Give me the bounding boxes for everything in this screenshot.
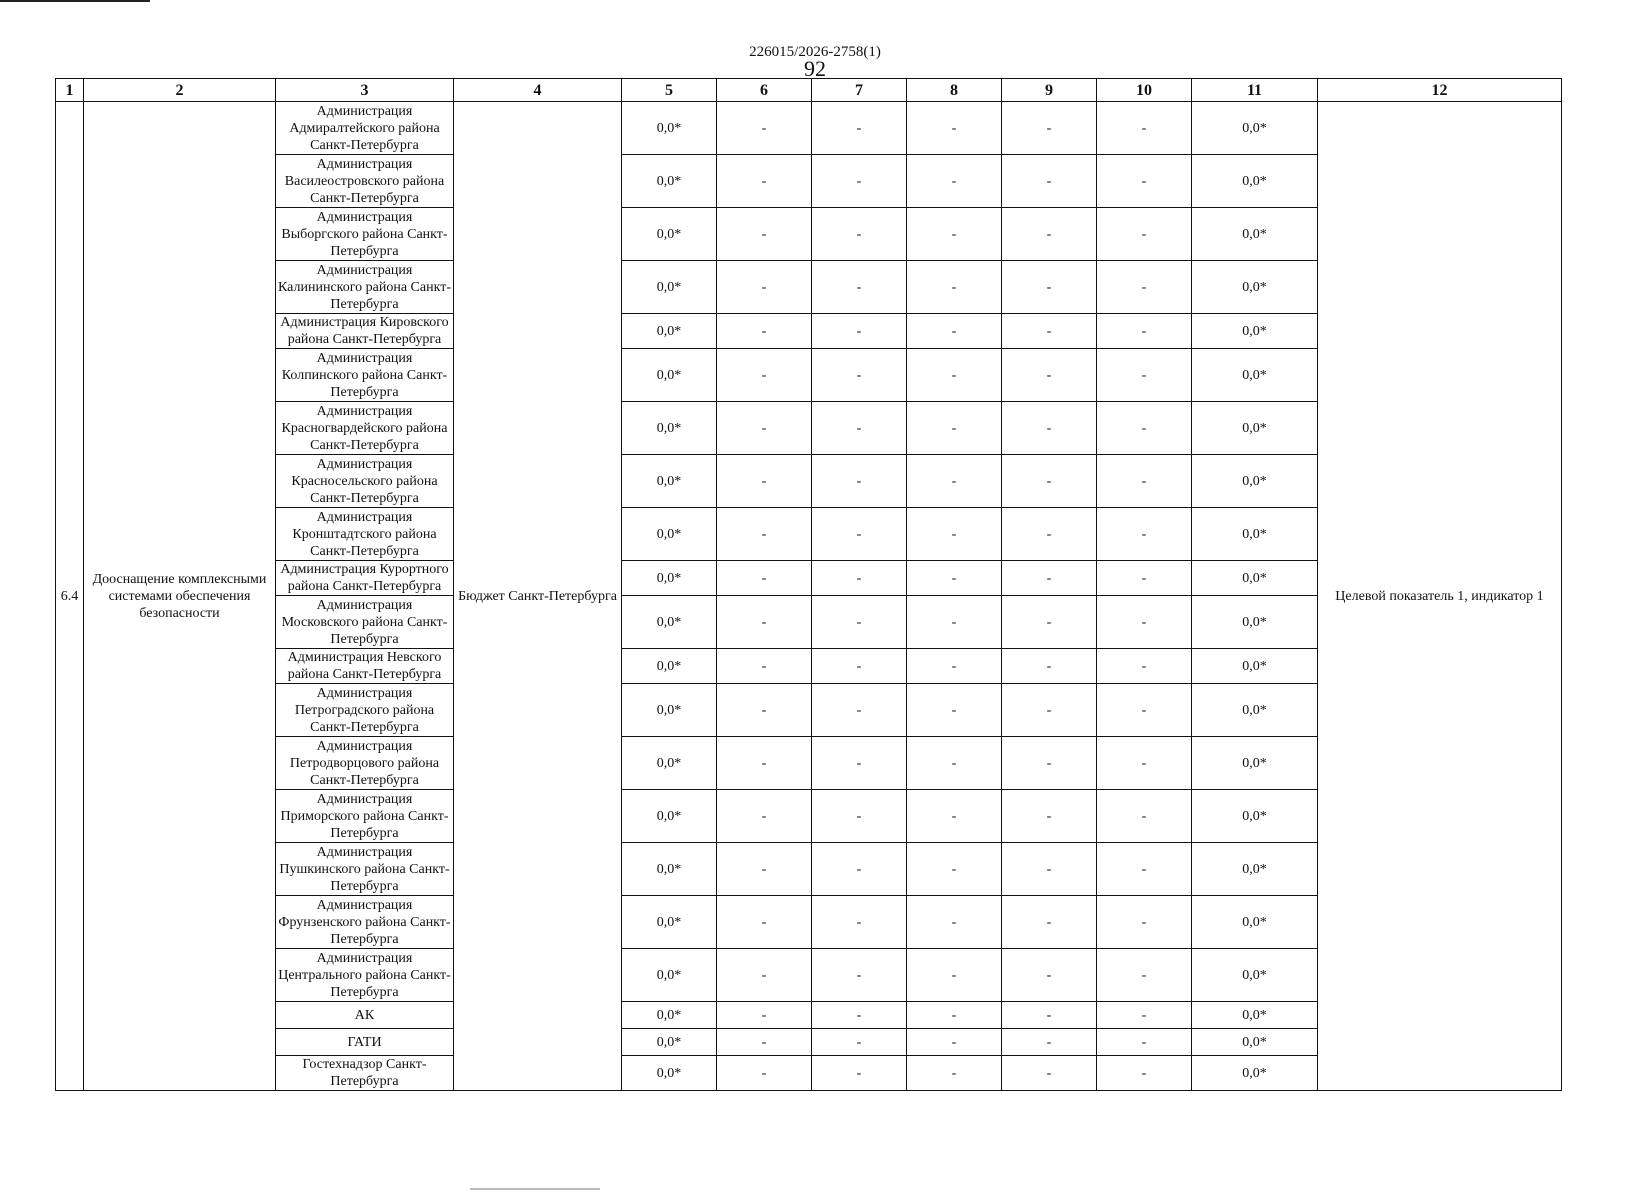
value-cell-11: 0,0* xyxy=(1192,737,1318,790)
value-cell-10: - xyxy=(1097,684,1192,737)
executor-cell: Администрация Петродворцового района Санкт-Петербурга xyxy=(276,737,454,790)
value-cell-7: - xyxy=(812,843,907,896)
column-header: 3 xyxy=(276,79,454,102)
value-cell-6: - xyxy=(717,896,812,949)
value-cell-5: 0,0* xyxy=(622,949,717,1002)
value-cell-9: - xyxy=(1002,684,1097,737)
value-cell-8: - xyxy=(907,102,1002,155)
value-cell-5: 0,0* xyxy=(622,596,717,649)
column-header: 1 xyxy=(56,79,84,102)
executor-cell: Администрация Пушкинского района Санкт-Петербурга xyxy=(276,843,454,896)
value-cell-11: 0,0* xyxy=(1192,596,1318,649)
executor-cell: Гостехнадзор Санкт-Петербурга xyxy=(276,1056,454,1091)
page-number: 92 xyxy=(804,56,826,81)
value-cell-5: 0,0* xyxy=(622,261,717,314)
value-cell-11: 0,0* xyxy=(1192,896,1318,949)
value-cell-8: - xyxy=(907,349,1002,402)
value-cell-6: - xyxy=(717,561,812,596)
value-cell-9: - xyxy=(1002,349,1097,402)
column-header: 2 xyxy=(84,79,276,102)
value-cell-11: 0,0* xyxy=(1192,314,1318,349)
value-cell-8: - xyxy=(907,649,1002,684)
value-cell-9: - xyxy=(1002,790,1097,843)
target-indicator: Целевой показатель 1, индикатор 1 xyxy=(1318,102,1562,1091)
value-cell-7: - xyxy=(812,455,907,508)
value-cell-6: - xyxy=(717,402,812,455)
value-cell-6: - xyxy=(717,314,812,349)
executor-cell: Администрация Выборгского района Санкт-Петербурга xyxy=(276,208,454,261)
value-cell-11: 0,0* xyxy=(1192,208,1318,261)
footer-mark xyxy=(470,1188,600,1190)
column-header: 4 xyxy=(454,79,622,102)
executor-cell: Администрация Красногвардейского района Санкт-Петербурга xyxy=(276,402,454,455)
value-cell-5: 0,0* xyxy=(622,843,717,896)
executor-cell: АК xyxy=(276,1002,454,1029)
column-header: 5 xyxy=(622,79,717,102)
value-cell-7: - xyxy=(812,561,907,596)
value-cell-7: - xyxy=(812,737,907,790)
value-cell-7: - xyxy=(812,102,907,155)
value-cell-5: 0,0* xyxy=(622,349,717,402)
value-cell-11: 0,0* xyxy=(1192,508,1318,561)
value-cell-5: 0,0* xyxy=(622,402,717,455)
value-cell-7: - xyxy=(812,261,907,314)
value-cell-9: - xyxy=(1002,1002,1097,1029)
value-cell-5: 0,0* xyxy=(622,737,717,790)
value-cell-11: 0,0* xyxy=(1192,949,1318,1002)
value-cell-5: 0,0* xyxy=(622,1029,717,1056)
value-cell-8: - xyxy=(907,596,1002,649)
value-cell-11: 0,0* xyxy=(1192,261,1318,314)
value-cell-10: - xyxy=(1097,102,1192,155)
value-cell-8: - xyxy=(907,508,1002,561)
value-cell-9: - xyxy=(1002,1029,1097,1056)
value-cell-9: - xyxy=(1002,314,1097,349)
value-cell-9: - xyxy=(1002,508,1097,561)
value-cell-7: - xyxy=(812,596,907,649)
table-body xyxy=(56,102,1562,1091)
value-cell-11: 0,0* xyxy=(1192,561,1318,596)
value-cell-11: 0,0* xyxy=(1192,349,1318,402)
executor-cell: Администрация Курортного района Санкт-Петербурга xyxy=(276,561,454,596)
value-cell-7: - xyxy=(812,896,907,949)
value-cell-9: - xyxy=(1002,102,1097,155)
value-cell-6: - xyxy=(717,737,812,790)
value-cell-5: 0,0* xyxy=(622,155,717,208)
value-cell-5: 0,0* xyxy=(622,102,717,155)
value-cell-5: 0,0* xyxy=(622,1002,717,1029)
executor-cell: Администрация Петроградского района Санкт-Петербурга xyxy=(276,684,454,737)
executor-cell: Администрация Кировского района Санкт-Петербурга xyxy=(276,314,454,349)
column-header: 9 xyxy=(1002,79,1097,102)
value-cell-8: - xyxy=(907,455,1002,508)
value-cell-10: - xyxy=(1097,649,1192,684)
value-cell-11: 0,0* xyxy=(1192,684,1318,737)
value-cell-8: - xyxy=(907,155,1002,208)
value-cell-5: 0,0* xyxy=(622,208,717,261)
value-cell-8: - xyxy=(907,314,1002,349)
value-cell-10: - xyxy=(1097,790,1192,843)
program-table xyxy=(55,78,1562,1091)
executor-cell: ГАТИ xyxy=(276,1029,454,1056)
value-cell-6: - xyxy=(717,1002,812,1029)
document-number: 226015/2026-2758(1) xyxy=(749,44,881,60)
value-cell-5: 0,0* xyxy=(622,649,717,684)
value-cell-7: - xyxy=(812,949,907,1002)
value-cell-6: - xyxy=(717,949,812,1002)
value-cell-11: 0,0* xyxy=(1192,1002,1318,1029)
executor-cell: Администрация Московского района Санкт-Петербурга xyxy=(276,596,454,649)
value-cell-6: - xyxy=(717,843,812,896)
value-cell-5: 0,0* xyxy=(622,561,717,596)
value-cell-5: 0,0* xyxy=(622,314,717,349)
value-cell-7: - xyxy=(812,208,907,261)
value-cell-10: - xyxy=(1097,737,1192,790)
value-cell-6: - xyxy=(717,684,812,737)
value-cell-6: - xyxy=(717,349,812,402)
value-cell-6: - xyxy=(717,1029,812,1056)
value-cell-9: - xyxy=(1002,649,1097,684)
value-cell-7: - xyxy=(812,508,907,561)
value-cell-10: - xyxy=(1097,402,1192,455)
value-cell-8: - xyxy=(907,737,1002,790)
value-cell-7: - xyxy=(812,1056,907,1091)
value-cell-9: - xyxy=(1002,949,1097,1002)
value-cell-9: - xyxy=(1002,561,1097,596)
column-numbers-row xyxy=(56,79,1562,102)
value-cell-10: - xyxy=(1097,1056,1192,1091)
value-cell-8: - xyxy=(907,684,1002,737)
value-cell-8: - xyxy=(907,949,1002,1002)
value-cell-6: - xyxy=(717,508,812,561)
value-cell-5: 0,0* xyxy=(622,508,717,561)
value-cell-5: 0,0* xyxy=(622,455,717,508)
value-cell-8: - xyxy=(907,896,1002,949)
executor-cell: Администрация Красносельского района Санкт-Петербурга xyxy=(276,455,454,508)
executor-cell: Администрация Приморского района Санкт-Петербурга xyxy=(276,790,454,843)
value-cell-6: - xyxy=(717,261,812,314)
value-cell-8: - xyxy=(907,561,1002,596)
value-cell-7: - xyxy=(812,349,907,402)
value-cell-10: - xyxy=(1097,896,1192,949)
value-cell-9: - xyxy=(1002,261,1097,314)
value-cell-10: - xyxy=(1097,349,1192,402)
value-cell-9: - xyxy=(1002,843,1097,896)
value-cell-5: 0,0* xyxy=(622,896,717,949)
value-cell-7: - xyxy=(812,314,907,349)
value-cell-9: - xyxy=(1002,596,1097,649)
column-header: 7 xyxy=(812,79,907,102)
column-header: 8 xyxy=(907,79,1002,102)
value-cell-7: - xyxy=(812,684,907,737)
value-cell-8: - xyxy=(907,843,1002,896)
value-cell-6: - xyxy=(717,649,812,684)
value-cell-8: - xyxy=(907,790,1002,843)
value-cell-11: 0,0* xyxy=(1192,1056,1318,1091)
corner-line xyxy=(0,0,150,2)
value-cell-11: 0,0* xyxy=(1192,455,1318,508)
value-cell-9: - xyxy=(1002,737,1097,790)
column-header: 11 xyxy=(1192,79,1318,102)
value-cell-8: - xyxy=(907,402,1002,455)
value-cell-7: - xyxy=(812,1002,907,1029)
value-cell-6: - xyxy=(717,790,812,843)
item-name: Дооснащение комплексными системами обеспечения безопасности xyxy=(84,102,276,1091)
value-cell-8: - xyxy=(907,1002,1002,1029)
value-cell-10: - xyxy=(1097,1002,1192,1029)
value-cell-8: - xyxy=(907,208,1002,261)
value-cell-11: 0,0* xyxy=(1192,1029,1318,1056)
value-cell-9: - xyxy=(1002,1056,1097,1091)
value-cell-10: - xyxy=(1097,843,1192,896)
value-cell-8: - xyxy=(907,1056,1002,1091)
value-cell-7: - xyxy=(812,155,907,208)
value-cell-10: - xyxy=(1097,455,1192,508)
value-cell-10: - xyxy=(1097,261,1192,314)
executor-cell: Администрация Колпинского района Санкт-Петербурга xyxy=(276,349,454,402)
value-cell-11: 0,0* xyxy=(1192,843,1318,896)
value-cell-10: - xyxy=(1097,508,1192,561)
executor-cell: Администрация Василеостровского района Санкт-Петербурга xyxy=(276,155,454,208)
value-cell-9: - xyxy=(1002,155,1097,208)
value-cell-9: - xyxy=(1002,455,1097,508)
value-cell-10: - xyxy=(1097,1029,1192,1056)
executor-cell: Администрация Калининского района Санкт-Петербурга xyxy=(276,261,454,314)
executor-cell: Администрация Кронштадтского района Санкт-Петербурга xyxy=(276,508,454,561)
item-number: 6.4 xyxy=(56,102,84,1091)
value-cell-5: 0,0* xyxy=(622,684,717,737)
value-cell-7: - xyxy=(812,402,907,455)
value-cell-11: 0,0* xyxy=(1192,790,1318,843)
executor-cell: Администрация Центрального района Санкт-Петербурга xyxy=(276,949,454,1002)
value-cell-9: - xyxy=(1002,208,1097,261)
executor-cell: Администрация Адмиралтейского района Санкт-Петербурга xyxy=(276,102,454,155)
value-cell-9: - xyxy=(1002,402,1097,455)
value-cell-7: - xyxy=(812,649,907,684)
value-cell-8: - xyxy=(907,1029,1002,1056)
value-cell-6: - xyxy=(717,208,812,261)
value-cell-11: 0,0* xyxy=(1192,402,1318,455)
table-row xyxy=(56,102,1562,155)
value-cell-11: 0,0* xyxy=(1192,649,1318,684)
value-cell-6: - xyxy=(717,155,812,208)
value-cell-10: - xyxy=(1097,949,1192,1002)
executor-cell: Администрация Невского района Санкт-Петербурга xyxy=(276,649,454,684)
value-cell-10: - xyxy=(1097,208,1192,261)
value-cell-10: - xyxy=(1097,155,1192,208)
value-cell-5: 0,0* xyxy=(622,790,717,843)
value-cell-6: - xyxy=(717,455,812,508)
value-cell-7: - xyxy=(812,790,907,843)
value-cell-11: 0,0* xyxy=(1192,155,1318,208)
value-cell-6: - xyxy=(717,102,812,155)
column-header: 6 xyxy=(717,79,812,102)
value-cell-10: - xyxy=(1097,314,1192,349)
value-cell-10: - xyxy=(1097,596,1192,649)
value-cell-6: - xyxy=(717,596,812,649)
executor-cell: Администрация Фрунзенского района Санкт-Петербурга xyxy=(276,896,454,949)
value-cell-9: - xyxy=(1002,896,1097,949)
column-header: 10 xyxy=(1097,79,1192,102)
value-cell-10: - xyxy=(1097,561,1192,596)
value-cell-7: - xyxy=(812,1029,907,1056)
value-cell-5: 0,0* xyxy=(622,1056,717,1091)
value-cell-6: - xyxy=(717,1056,812,1091)
value-cell-8: - xyxy=(907,261,1002,314)
column-header: 12 xyxy=(1318,79,1562,102)
value-cell-11: 0,0* xyxy=(1192,102,1318,155)
funding-source: Бюджет Санкт-Петербурга xyxy=(454,102,622,1091)
